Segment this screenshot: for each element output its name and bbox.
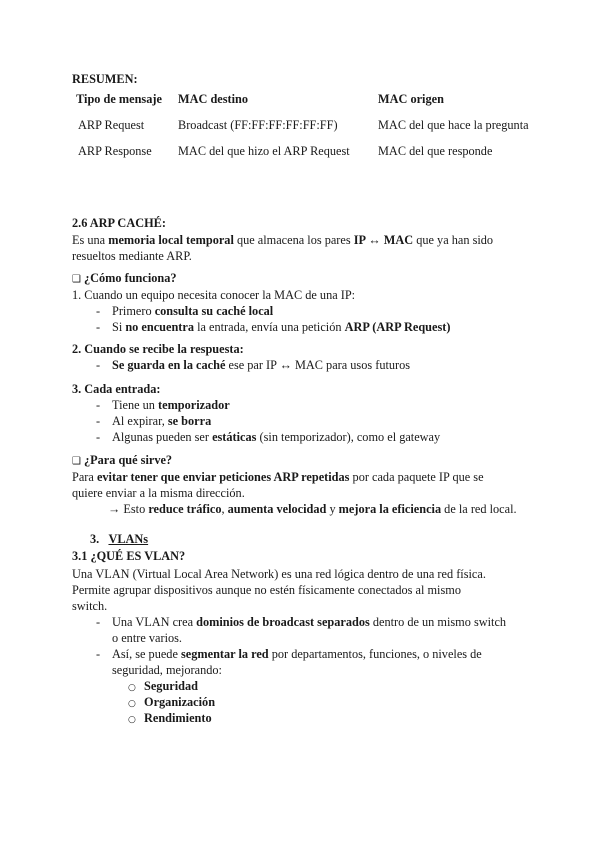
circle-bullet-icon: ○ xyxy=(128,715,136,725)
vlan-intro-line3: switch. xyxy=(72,599,108,613)
table-cell: MAC del que hace la pregunta xyxy=(378,118,529,132)
table-row xyxy=(72,143,568,159)
table-header-cell: MAC origen xyxy=(378,92,444,106)
section-heading-arp-cache: 2.6 ARP CACHÉ: xyxy=(72,216,166,230)
table-header-row xyxy=(72,91,568,107)
vlan-intro-line2: Permite agrupar dispositivos aunque no estén físicamente conectados al mismo xyxy=(72,583,461,597)
table-cell: Broadcast (FF:FF:FF:FF:FF:FF) xyxy=(178,118,338,132)
list-item: - Tiene un temporizador xyxy=(96,398,230,412)
why-line1: Para evitar tener que enviar peticiones ARP repetidas por cada paquete IP que se xyxy=(72,470,484,484)
how-heading: ❑ ¿Cómo funciona? xyxy=(72,271,177,285)
why-heading: ❑ ¿Para qué sirve? xyxy=(72,453,173,467)
checkbox-square-icon: ❑ xyxy=(72,456,81,467)
circle-bullet-icon: ○ xyxy=(128,683,136,693)
why-result: → Esto reduce tráfico, aumenta velocidad y mejora la eficiencia de la red local. xyxy=(108,502,517,516)
table-row xyxy=(72,117,568,133)
step-3: 3. Cada entrada: xyxy=(72,382,161,396)
table-cell: ARP Response xyxy=(78,144,152,158)
cache-intro-line2: resueltos mediante ARP. xyxy=(72,249,192,263)
step-1: 1. Cuando un equipo necesita conocer la MAC de una IP: xyxy=(72,288,356,302)
checkbox-square-icon: ❑ xyxy=(72,274,81,285)
vlan-intro-line1: Una VLAN (Virtual Local Area Network) es una red lógica dentro de una red física. xyxy=(72,567,486,581)
list-item: - Así, se puede segmentar la red por departamentos, funciones, o niveles de xyxy=(96,647,482,661)
list-item: - Si no encuentra la entrada, envía una petición ARP (ARP Request) xyxy=(96,320,451,334)
cache-intro-line1: Es una memoria local temporal que almacena los pares IP ↔ MAC que ya han sido xyxy=(72,233,494,247)
circle-bullet-icon: ○ xyxy=(128,699,136,709)
table-cell: ARP Request xyxy=(78,118,145,132)
table-cell: MAC del que hizo el ARP Request xyxy=(178,144,350,158)
sub-list-item: ○ Organización xyxy=(128,694,215,712)
list-item-continuation: o entre varios. xyxy=(112,631,182,645)
list-item: - Al expirar, se borra xyxy=(96,414,212,428)
sub-list-item: ○ Seguridad xyxy=(128,678,198,696)
table-cell: MAC del que responde xyxy=(378,144,493,158)
arp-summary-table xyxy=(72,91,568,159)
summary-title: RESUMEN: xyxy=(72,72,138,86)
list-item-continuation: seguridad, mejorando: xyxy=(112,663,222,677)
list-item: - Se guarda en la caché ese par IP ↔ MAC para usos futuros xyxy=(96,358,411,372)
list-item: - Primero consulta su caché local xyxy=(96,304,274,318)
vlan-subheading: 3.1 ¿QUÉ ES VLAN? xyxy=(72,549,186,563)
why-line2: quiere enviar a la misma dirección. xyxy=(72,486,245,500)
table-header-cell: MAC destino xyxy=(178,92,249,106)
sub-list-item: ○ Rendimiento xyxy=(128,710,212,728)
table-header-cell: Tipo de mensaje xyxy=(76,92,162,106)
section-heading-vlans: 3. VLANs xyxy=(90,532,149,546)
list-item: - Algunas pueden ser estáticas (sin temporizador), como el gateway xyxy=(96,430,441,444)
list-item: - Una VLAN crea dominios de broadcast separados dentro de un mismo switch xyxy=(96,615,507,629)
step-2: 2. Cuando se recibe la respuesta: xyxy=(72,342,244,356)
